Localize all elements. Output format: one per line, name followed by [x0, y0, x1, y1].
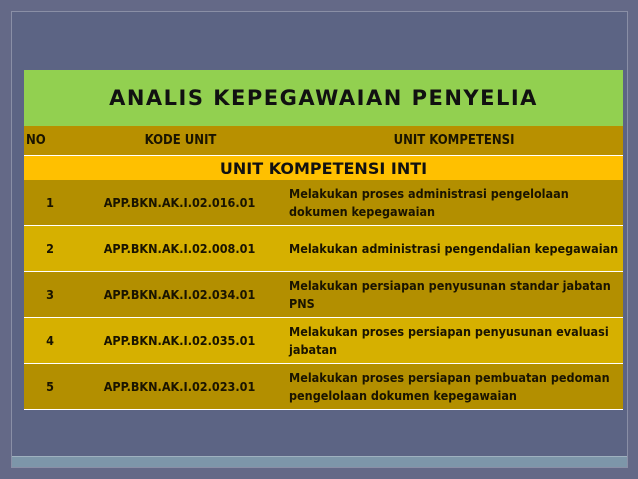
competency-table [24, 70, 623, 410]
table-title: ANALIS KEPEGAWAIAN PENYELIA [24, 70, 623, 126]
row-number: 5 [24, 364, 76, 410]
row-kode-unit: APP.BKN.AK.I.02.035.01 [76, 318, 285, 364]
header-unit-kompetensi: UNIT KOMPETENSI [285, 126, 623, 156]
row-unit-kompetensi: Melakukan proses persiapan pembuatan pedoman pengelolaan dokumen kepegawaian [285, 364, 623, 410]
row-kode-unit: APP.BKN.AK.I.02.023.01 [76, 364, 285, 410]
table-header-row [24, 126, 623, 156]
row-unit-kompetensi: Melakukan administrasi pengendalian kepegawaian [285, 226, 623, 272]
row-unit-kompetensi: Melakukan proses persiapan penyusunan evaluasi jabatan [285, 318, 623, 364]
table-row [24, 272, 623, 318]
table-row [24, 180, 623, 226]
row-number: 1 [24, 180, 76, 226]
section-title: UNIT KOMPETENSI INTI [24, 156, 623, 181]
row-kode-unit: APP.BKN.AK.I.02.016.01 [76, 180, 285, 226]
section-row [24, 156, 623, 181]
table-row [24, 364, 623, 410]
header-kode-unit: KODE UNIT [76, 126, 285, 156]
row-number: 3 [24, 272, 76, 318]
row-kode-unit: APP.BKN.AK.I.02.034.01 [76, 272, 285, 318]
table-row [24, 226, 623, 272]
competency-table-container [24, 70, 623, 410]
footer-band [12, 456, 627, 467]
row-number: 4 [24, 318, 76, 364]
row-unit-kompetensi: Melakukan persiapan penyusunan standar jabatan PNS [285, 272, 623, 318]
header-no: NO [24, 126, 76, 156]
table-title-row [24, 70, 623, 126]
row-kode-unit: APP.BKN.AK.I.02.008.01 [76, 226, 285, 272]
table-row [24, 318, 623, 364]
row-unit-kompetensi: Melakukan proses administrasi pengelolaan dokumen kepegawaian [285, 180, 623, 226]
slide [11, 11, 628, 468]
row-number: 2 [24, 226, 76, 272]
